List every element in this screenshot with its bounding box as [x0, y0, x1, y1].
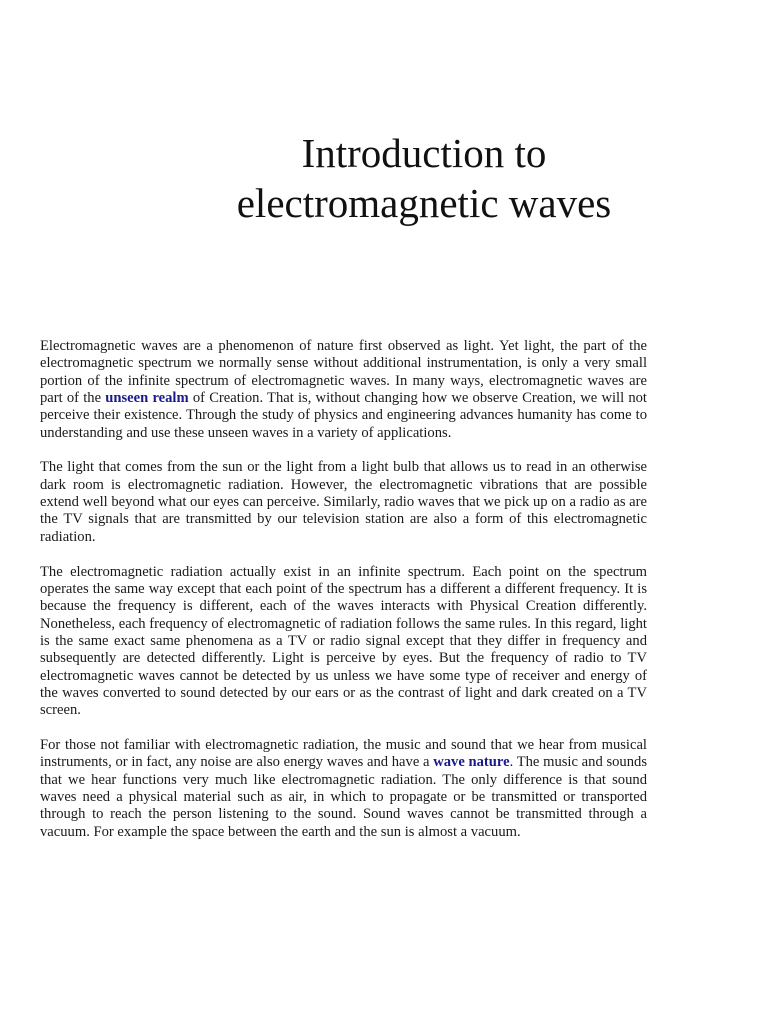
article-body: [40, 338, 647, 859]
unseen-realm-link[interactable]: unseen realm: [105, 390, 189, 407]
paragraph-4: [40, 737, 647, 841]
paragraph-2: The light that comes from the sun or the light from a light bulb that allows us to read in an otherwise dark room is electromagnetic radiation. However, the electromagnetic vibrations that are possible extend well beyond what our eyes can perceive. Similarly, radio waves that we pick up on a radio as are the TV signals that are transmitted by our television station are also a form of this electromagnetic radiation.: [40, 459, 647, 545]
title-line-2: electromagnetic waves: [236, 180, 612, 226]
paragraph-4-text-start: For those not familiar with electromagnetic radiation, the music and sound that we hear from musical instruments, or in fact, any noise are also energy waves and have a: [40, 737, 647, 771]
page-title: [0, 128, 768, 228]
paragraph-3: The electromagnetic radiation actually exist in an infinite spectrum. Each point on the spectrum operates the same way except that each point of the spectrum has a different a different frequency. It is because the frequency is different, each of the waves interacts with Physical Creation differently. Nonetheless, each frequency of electromagnetic of radiation follows the same rules. In this regard, light is the same exact same phenomena as a TV or radio signal except that they differ in frequency and subsequently are detected differently. Light is perceive by eyes. But the frequency of radio to TV electromagnetic waves cannot be detected by us unless we have some type of receiver and energy of the waves converted to sound detected by our ears or as the contrast of light and dark created on a TV screen.: [40, 563, 647, 719]
title-line-1: Introduction to: [301, 130, 547, 176]
paragraph-1: [40, 338, 647, 442]
paragraph-1-text-start: Electromagnetic waves are a phenomenon of nature first observed as light. Yet light, the part of the electromagnetic spectrum we normally sense without additional instrumentation, is only a very small portion of the infinite spectrum of electromagnetic waves. In many ways, electromagnetic waves are part of the: [40, 338, 647, 407]
paragraph-4-text-end: . The music and sounds that we hear functions very much like electromagnetic radiation. The only difference is that sound waves need a physical material such as air, in which to propagate or be transmitted or transported through to reach the person listening to the sound. Sound waves cannot be transmitted through a vacuum. For example the space between the earth and the sun is almost a vacuum.: [40, 754, 647, 840]
paragraph-1-text-end: of Creation. That is, without changing how we observe Creation, we will not perceive their existence. Through the study of physics and engineering advances humanity has come to understanding and use these unseen waves in a variety of applications.: [40, 390, 647, 441]
wave-nature-link[interactable]: wave nature: [433, 754, 510, 771]
